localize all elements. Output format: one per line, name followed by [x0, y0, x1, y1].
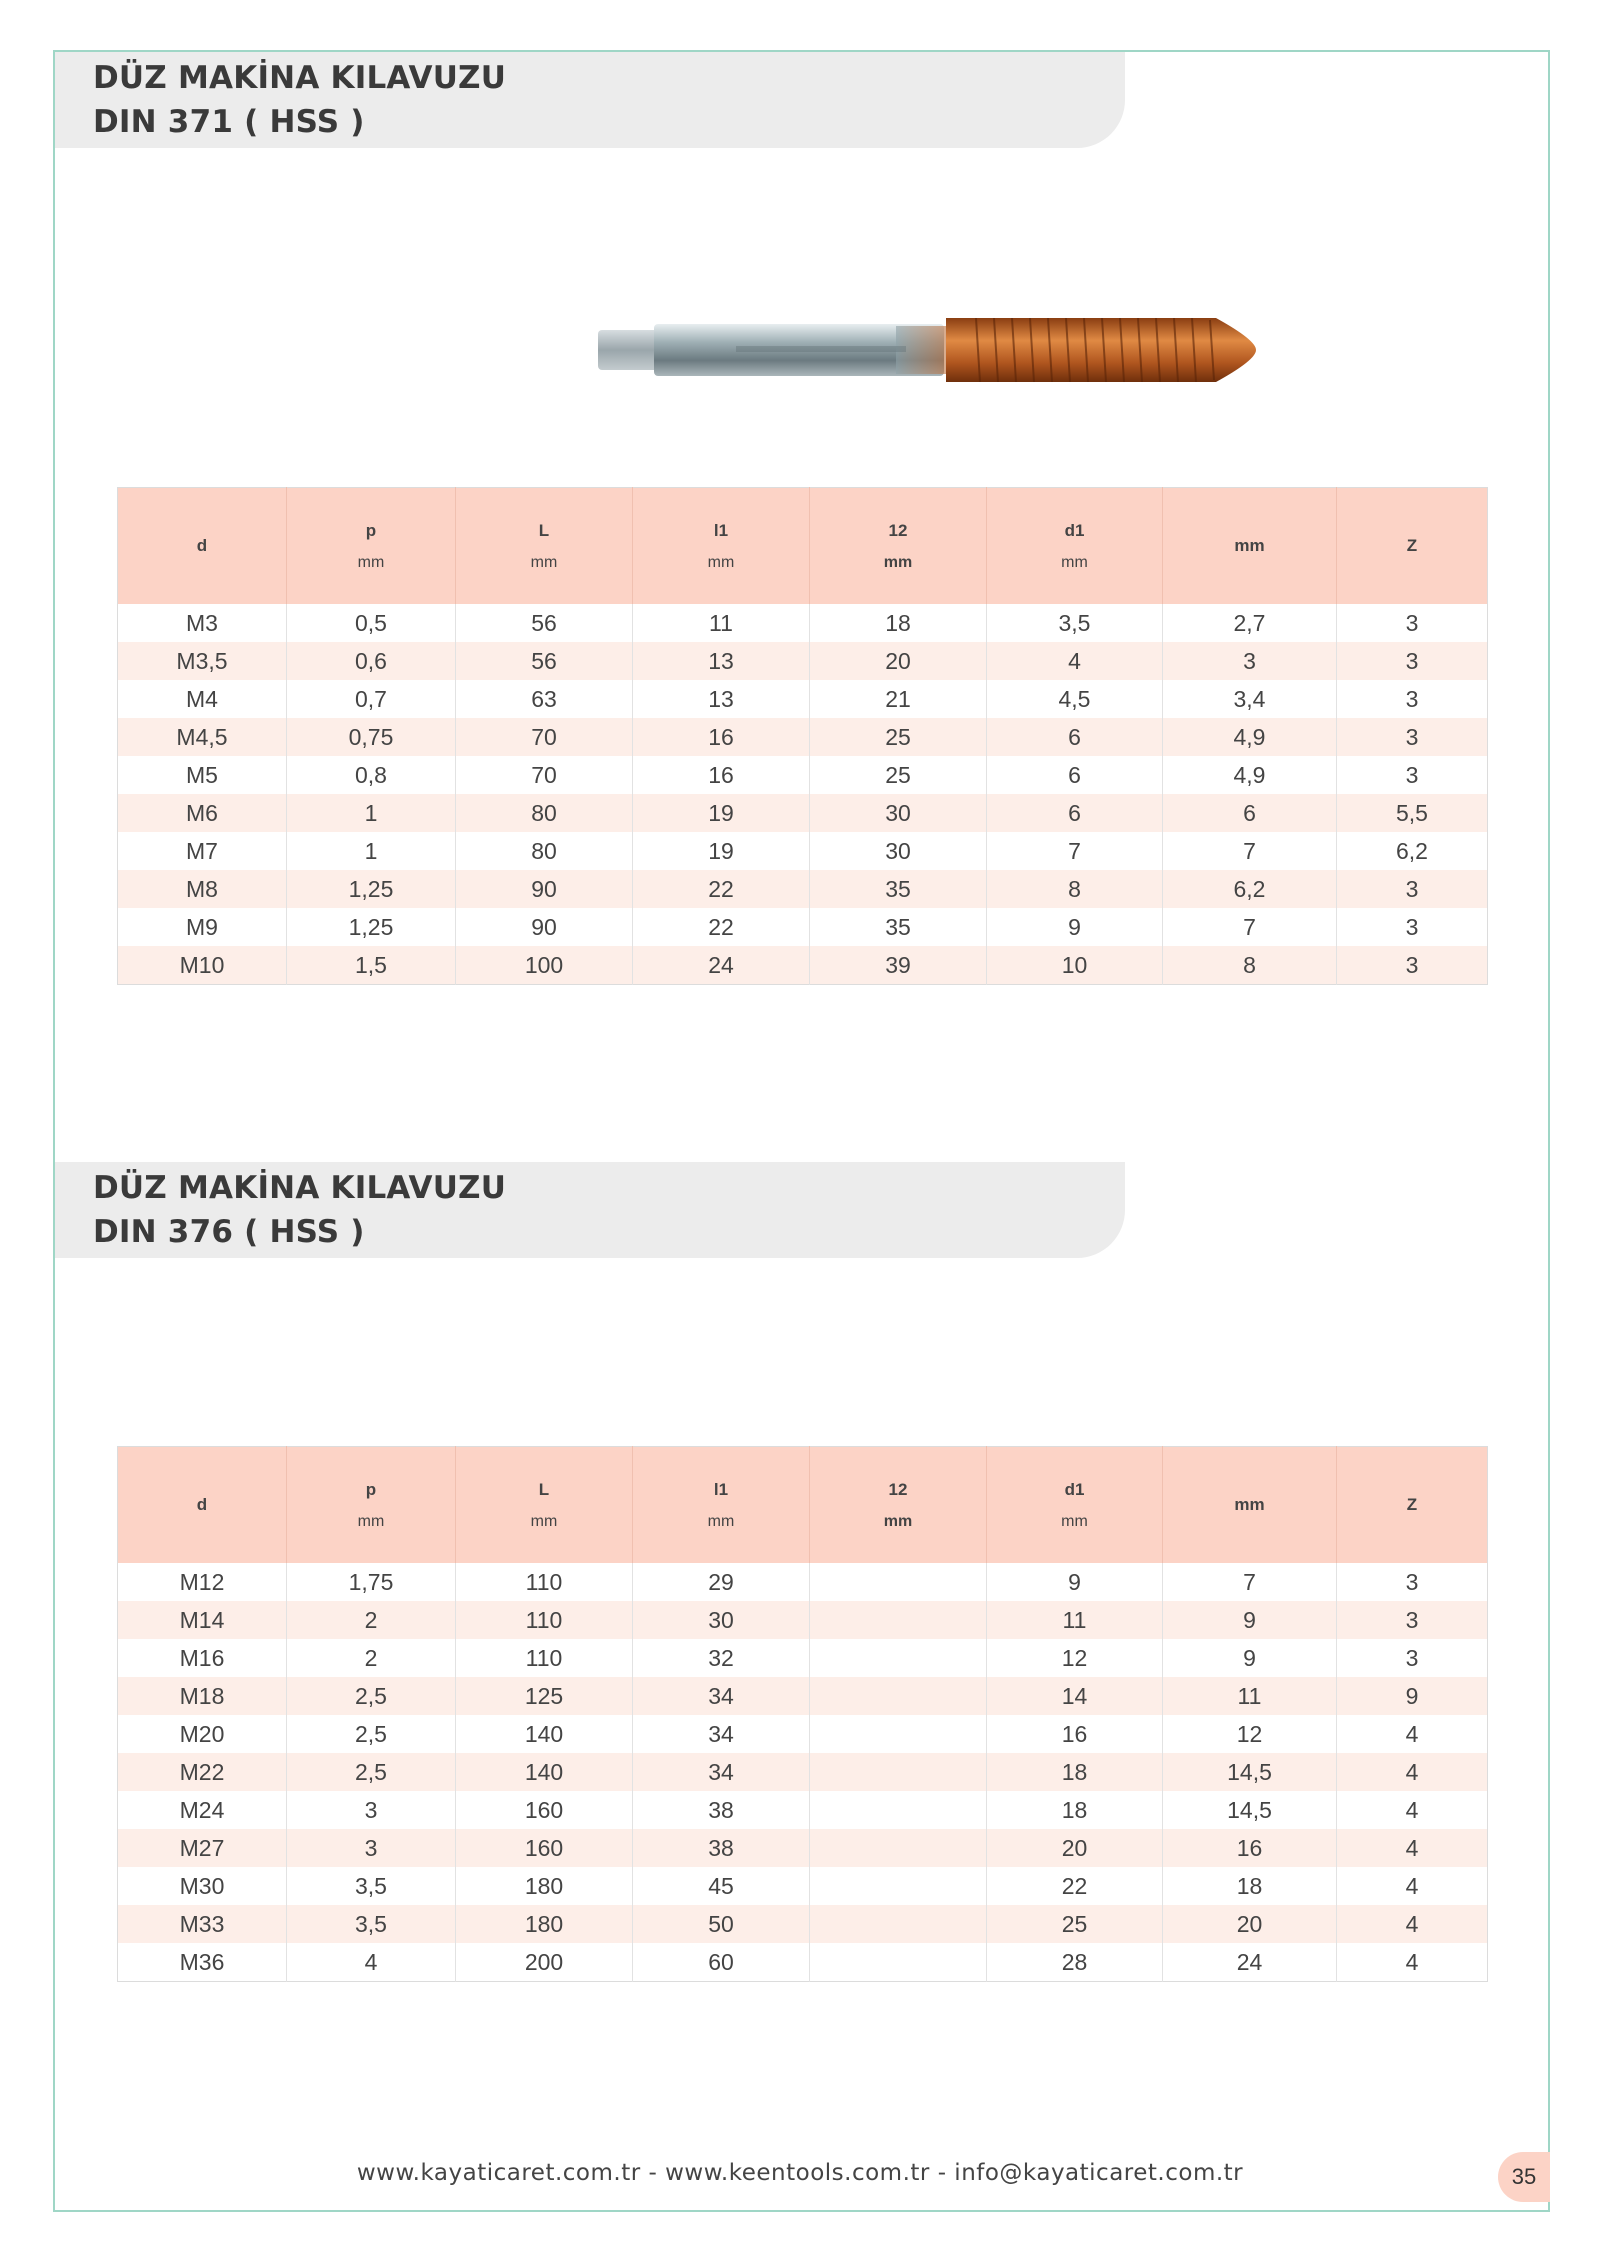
- table-cell: 4: [1337, 1905, 1488, 1943]
- table-cell: 18: [987, 1753, 1163, 1791]
- table-cell: M4: [118, 680, 287, 718]
- table-cell: 30: [810, 832, 987, 870]
- table-cell: 3: [1337, 1601, 1488, 1639]
- table-cell: M3,5: [118, 642, 287, 680]
- header-l1: l1 mm: [633, 488, 810, 605]
- table-cell: 0,75: [287, 718, 456, 756]
- table-cell: 29: [633, 1563, 810, 1601]
- table-row: [118, 1601, 1488, 1639]
- table-cell: 16: [1163, 1829, 1337, 1867]
- table-cell: 2: [287, 1639, 456, 1677]
- table-cell: M20: [118, 1715, 287, 1753]
- table-cell: 2: [287, 1601, 456, 1639]
- table-cell: 4: [1337, 1715, 1488, 1753]
- table-cell: M16: [118, 1639, 287, 1677]
- section-title-line1: DÜZ MAKİNA KILAVUZU: [93, 1170, 507, 1206]
- table-cell: 180: [456, 1867, 633, 1905]
- table-cell: 3,5: [287, 1905, 456, 1943]
- table-cell: 0,6: [287, 642, 456, 680]
- table-cell: 20: [1163, 1905, 1337, 1943]
- table-cell: 32: [633, 1639, 810, 1677]
- table-row: [118, 1677, 1488, 1715]
- table-cell: 14,5: [1163, 1753, 1337, 1791]
- table-body: [118, 604, 1488, 985]
- table-cell: M22: [118, 1753, 287, 1791]
- header-l: L mm: [456, 488, 633, 605]
- table-row: [118, 1715, 1488, 1753]
- header-d1: d1 mm: [987, 1447, 1163, 1564]
- table-cell: 25: [810, 756, 987, 794]
- table-cell: 4,9: [1163, 718, 1337, 756]
- table-body: [118, 1563, 1488, 1982]
- table-cell: 1,25: [287, 908, 456, 946]
- header-d: d: [118, 488, 287, 605]
- table-cell: M27: [118, 1829, 287, 1867]
- table-cell: M4,5: [118, 718, 287, 756]
- table-cell: 180: [456, 1905, 633, 1943]
- table-cell: M8: [118, 870, 287, 908]
- table-cell: 4: [1337, 1943, 1488, 1982]
- table-row: [118, 870, 1488, 908]
- table-cell: 200: [456, 1943, 633, 1982]
- table-cell: 18: [987, 1791, 1163, 1829]
- table-cell: 34: [633, 1715, 810, 1753]
- table-cell: 38: [633, 1829, 810, 1867]
- table-header-row: [118, 488, 1488, 605]
- table-row: [118, 908, 1488, 946]
- table-cell: 5,5: [1337, 794, 1488, 832]
- table-cell: 16: [633, 718, 810, 756]
- table-cell: 4: [1337, 1867, 1488, 1905]
- table-cell: 56: [456, 642, 633, 680]
- table-cell: 6,2: [1337, 832, 1488, 870]
- table-cell: 45: [633, 1867, 810, 1905]
- table-row: [118, 832, 1488, 870]
- table-row: [118, 642, 1488, 680]
- table-cell: M3: [118, 604, 287, 642]
- table-cell: 1,5: [287, 946, 456, 985]
- table-row: [118, 1563, 1488, 1601]
- table-cell: 38: [633, 1791, 810, 1829]
- table-row: [118, 1905, 1488, 1943]
- table-cell: [810, 1829, 987, 1867]
- table-cell: [810, 1563, 987, 1601]
- table-cell: M10: [118, 946, 287, 985]
- table-cell: 3,5: [987, 604, 1163, 642]
- table-cell: M24: [118, 1791, 287, 1829]
- page-number: 35: [1498, 2152, 1550, 2202]
- table-cell: 6: [1163, 794, 1337, 832]
- table-cell: 35: [810, 908, 987, 946]
- table-row: [118, 1791, 1488, 1829]
- table-cell: 4: [987, 642, 1163, 680]
- table-cell: M5: [118, 756, 287, 794]
- table-cell: 2,5: [287, 1753, 456, 1791]
- table-cell: 10: [987, 946, 1163, 985]
- header-mm: mm: [1163, 1447, 1337, 1564]
- spec-table-din371: [117, 487, 1488, 985]
- table-header-row: [118, 1447, 1488, 1564]
- table-row: [118, 1639, 1488, 1677]
- table-cell: 11: [633, 604, 810, 642]
- table-cell: 8: [987, 870, 1163, 908]
- table-cell: 0,8: [287, 756, 456, 794]
- table-cell: 80: [456, 794, 633, 832]
- table-cell: 3: [1337, 718, 1488, 756]
- table-cell: 9: [1163, 1601, 1337, 1639]
- table-cell: 3: [1337, 908, 1488, 946]
- table-cell: 1,25: [287, 870, 456, 908]
- table-row: [118, 604, 1488, 642]
- section-title-line1: DÜZ MAKİNA KILAVUZU: [93, 60, 507, 96]
- table-cell: 30: [633, 1601, 810, 1639]
- table-cell: 160: [456, 1791, 633, 1829]
- table-cell: 24: [633, 946, 810, 985]
- table-cell: 4,5: [987, 680, 1163, 718]
- table-cell: 3: [1337, 604, 1488, 642]
- table-cell: 3: [287, 1829, 456, 1867]
- table-row: [118, 1753, 1488, 1791]
- table-cell: [810, 1753, 987, 1791]
- table-cell: [810, 1639, 987, 1677]
- table-cell: 18: [810, 604, 987, 642]
- table-cell: M14: [118, 1601, 287, 1639]
- table-cell: 3: [1337, 1563, 1488, 1601]
- table-cell: 12: [1163, 1715, 1337, 1753]
- table-row: [118, 1943, 1488, 1982]
- table-cell: 24: [1163, 1943, 1337, 1982]
- table-cell: 34: [633, 1677, 810, 1715]
- table-cell: M9: [118, 908, 287, 946]
- header-p: p mm: [287, 1447, 456, 1564]
- table-cell: 80: [456, 832, 633, 870]
- header-p: p mm: [287, 488, 456, 605]
- table-cell: M7: [118, 832, 287, 870]
- table-cell: 63: [456, 680, 633, 718]
- table-cell: 6: [987, 718, 1163, 756]
- table-cell: 25: [987, 1905, 1163, 1943]
- table-row: [118, 680, 1488, 718]
- spec-table-din376: [117, 1446, 1488, 1982]
- header-mm: mm: [1163, 488, 1337, 605]
- table-cell: 25: [810, 718, 987, 756]
- section-title-line2: DIN 376 ( HSS ): [93, 1214, 365, 1250]
- table-cell: 3: [1337, 1639, 1488, 1677]
- table-cell: 13: [633, 680, 810, 718]
- table-cell: 7: [1163, 908, 1337, 946]
- table-cell: 2,5: [287, 1715, 456, 1753]
- table-cell: 100: [456, 946, 633, 985]
- table-cell: M12: [118, 1563, 287, 1601]
- table-cell: 12: [987, 1639, 1163, 1677]
- table-cell: 1,75: [287, 1563, 456, 1601]
- table-cell: 3: [287, 1791, 456, 1829]
- table-cell: 14: [987, 1677, 1163, 1715]
- table-cell: 20: [810, 642, 987, 680]
- table-cell: 4,9: [1163, 756, 1337, 794]
- table-cell: 60: [633, 1943, 810, 1982]
- header-z: Z: [1337, 1447, 1488, 1564]
- table-cell: 3: [1337, 756, 1488, 794]
- table-row: [118, 1867, 1488, 1905]
- table-cell: 4: [1337, 1791, 1488, 1829]
- table-row: [118, 718, 1488, 756]
- table-cell: 7: [1163, 1563, 1337, 1601]
- table-cell: 19: [633, 832, 810, 870]
- table-cell: 18: [1163, 1867, 1337, 1905]
- table-cell: 13: [633, 642, 810, 680]
- table-cell: 4: [1337, 1829, 1488, 1867]
- table-cell: 20: [987, 1829, 1163, 1867]
- table-cell: 1: [287, 794, 456, 832]
- table-cell: 11: [1163, 1677, 1337, 1715]
- table-cell: M6: [118, 794, 287, 832]
- table-cell: 28: [987, 1943, 1163, 1982]
- table-cell: [810, 1791, 987, 1829]
- header-l1: l1 mm: [633, 1447, 810, 1564]
- table-cell: 8: [1163, 946, 1337, 985]
- table-cell: [810, 1905, 987, 1943]
- table-cell: 0,7: [287, 680, 456, 718]
- table-cell: 9: [1163, 1639, 1337, 1677]
- table-cell: 160: [456, 1829, 633, 1867]
- table-cell: 90: [456, 908, 633, 946]
- table-cell: 2,7: [1163, 604, 1337, 642]
- table-cell: 110: [456, 1639, 633, 1677]
- table-cell: [810, 1943, 987, 1982]
- machine-tap-photo: [596, 300, 1266, 400]
- table-cell: 6,2: [1163, 870, 1337, 908]
- table-cell: 9: [987, 908, 1163, 946]
- table-cell: [810, 1715, 987, 1753]
- table-cell: [810, 1867, 987, 1905]
- section-title-line2: DIN 371 ( HSS ): [93, 104, 365, 140]
- table-cell: 6: [987, 794, 1163, 832]
- table-row: [118, 946, 1488, 985]
- table-cell: 7: [1163, 832, 1337, 870]
- table-cell: 70: [456, 756, 633, 794]
- table-cell: 3: [1337, 946, 1488, 985]
- table-cell: 11: [987, 1601, 1163, 1639]
- table-cell: 70: [456, 718, 633, 756]
- table-cell: 3: [1163, 642, 1337, 680]
- header-12: 12 mm: [810, 488, 987, 605]
- table-cell: 21: [810, 680, 987, 718]
- table-cell: [810, 1677, 987, 1715]
- table-cell: 22: [987, 1867, 1163, 1905]
- table-cell: 3: [1337, 642, 1488, 680]
- table-cell: 2,5: [287, 1677, 456, 1715]
- table-cell: M18: [118, 1677, 287, 1715]
- table-cell: 125: [456, 1677, 633, 1715]
- table-cell: 56: [456, 604, 633, 642]
- table-cell: M33: [118, 1905, 287, 1943]
- table-cell: M36: [118, 1943, 287, 1982]
- table-cell: 110: [456, 1601, 633, 1639]
- table-cell: 3: [1337, 870, 1488, 908]
- section-title-banner-din376: [55, 1162, 1125, 1258]
- table-cell: 16: [987, 1715, 1163, 1753]
- table-cell: 140: [456, 1715, 633, 1753]
- table-cell: 140: [456, 1753, 633, 1791]
- header-d1: d1 mm: [987, 488, 1163, 605]
- table-cell: [810, 1601, 987, 1639]
- table-row: [118, 1829, 1488, 1867]
- table-cell: M30: [118, 1867, 287, 1905]
- table-cell: 3,4: [1163, 680, 1337, 718]
- table-cell: 1: [287, 832, 456, 870]
- table-cell: 0,5: [287, 604, 456, 642]
- header-z: Z: [1337, 488, 1488, 605]
- table-cell: 7: [987, 832, 1163, 870]
- table-cell: 110: [456, 1563, 633, 1601]
- table-cell: 90: [456, 870, 633, 908]
- table-cell: 34: [633, 1753, 810, 1791]
- table-row: [118, 756, 1488, 794]
- table-cell: 9: [987, 1563, 1163, 1601]
- table-cell: 22: [633, 908, 810, 946]
- header-d: d: [118, 1447, 287, 1564]
- table-cell: 4: [287, 1943, 456, 1982]
- table-cell: 6: [987, 756, 1163, 794]
- table-row: [118, 794, 1488, 832]
- footer-contact-text: www.kayaticaret.com.tr - www.keentools.com.tr - info@kayaticaret.com.tr: [356, 2160, 1244, 2186]
- table-cell: 35: [810, 870, 987, 908]
- table-cell: 50: [633, 1905, 810, 1943]
- table-cell: 22: [633, 870, 810, 908]
- table-cell: 3,5: [287, 1867, 456, 1905]
- header-l: L mm: [456, 1447, 633, 1564]
- table-cell: 30: [810, 794, 987, 832]
- table-cell: 39: [810, 946, 987, 985]
- header-12: 12 mm: [810, 1447, 987, 1564]
- table-cell: 9: [1337, 1677, 1488, 1715]
- table-cell: 14,5: [1163, 1791, 1337, 1829]
- table-cell: 3: [1337, 680, 1488, 718]
- table-cell: 19: [633, 794, 810, 832]
- table-cell: 4: [1337, 1753, 1488, 1791]
- section-title-banner-din371: [55, 52, 1125, 148]
- table-cell: 16: [633, 756, 810, 794]
